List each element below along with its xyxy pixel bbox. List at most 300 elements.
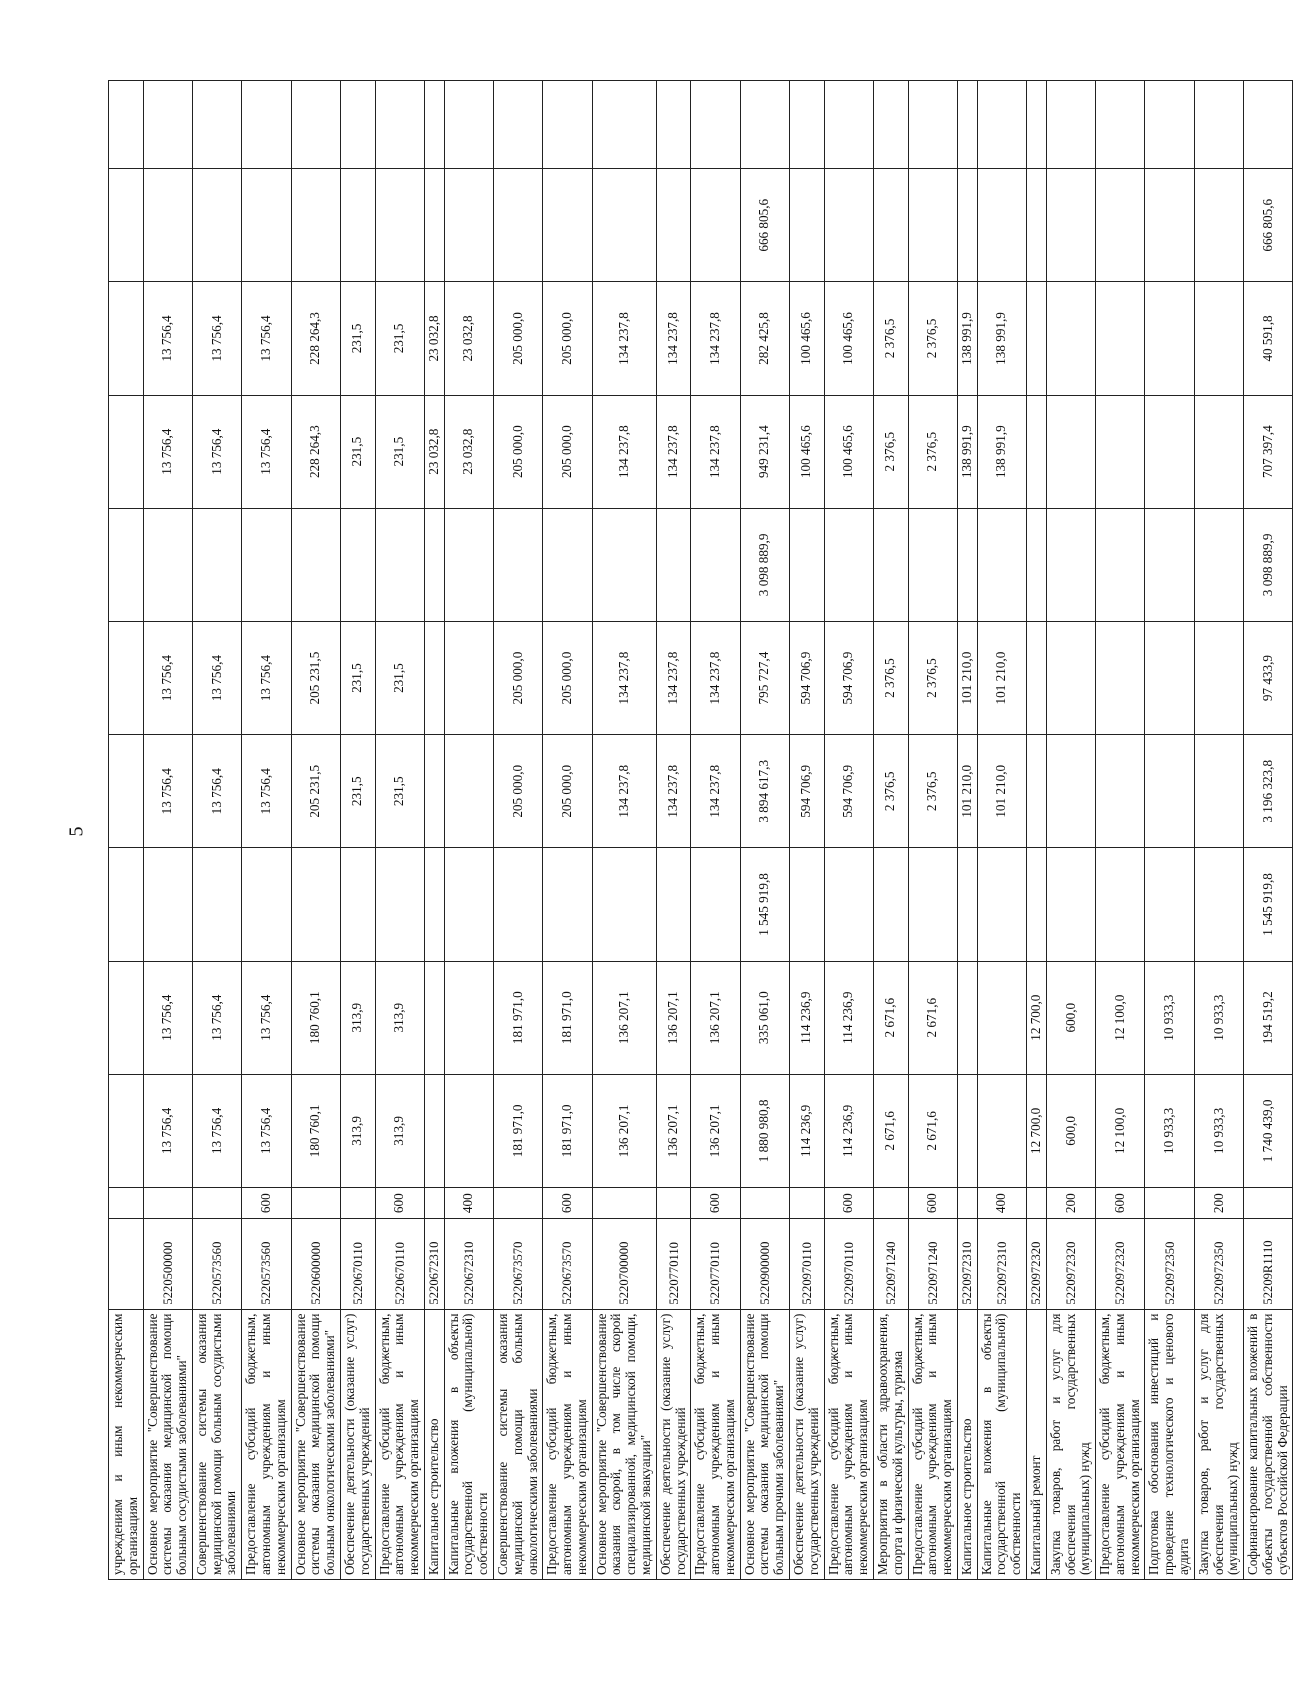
table-row [143, 81, 192, 1580]
row-amount-cell [424, 81, 444, 169]
row-amount-cell: 594 706,9 [824, 621, 873, 734]
row-code-cell: 5220971240 [873, 1219, 908, 1309]
row-vr-cell [192, 1187, 241, 1218]
row-amount-cell [691, 81, 740, 169]
row-amount-cell [340, 508, 375, 621]
row-amount-cell: 3 196 323,8 [1244, 735, 1293, 848]
row-amount-cell: 13 756,4 [192, 282, 241, 395]
row-amount-cell [340, 848, 375, 961]
row-code-cell: 5220972320 [1096, 1219, 1145, 1309]
row-amount-cell: 97 433,9 [1244, 621, 1293, 734]
row-amount-cell [424, 508, 444, 621]
row-name-cell: Подготовка обоснования инвестиций и проведение технологического и ценового аудита [1145, 1309, 1194, 1579]
table-row [109, 81, 144, 1580]
row-amount-cell [873, 81, 908, 169]
row-vr-cell: 600 [824, 1187, 873, 1218]
row-amount-cell: 13 756,4 [143, 735, 192, 848]
table-row [1046, 81, 1095, 1580]
table-row [873, 81, 908, 1580]
row-amount-cell [192, 169, 241, 282]
row-amount-cell [873, 848, 908, 961]
row-amount-cell [143, 81, 192, 169]
table-row [1244, 81, 1293, 1580]
row-amount-cell [957, 961, 977, 1074]
row-amount-cell: 313,9 [375, 961, 424, 1074]
row-amount-cell [375, 81, 424, 169]
row-amount-cell [790, 848, 825, 961]
row-amount-cell [109, 169, 144, 282]
table-row [957, 81, 977, 1580]
row-code-cell: 5220673570 [543, 1219, 592, 1309]
row-amount-cell: 136 207,1 [656, 961, 691, 1074]
row-amount-cell: 205 231,5 [291, 621, 340, 734]
row-code-cell: 5220672310 [444, 1219, 493, 1309]
row-amount-cell: 134 237,8 [656, 395, 691, 508]
row-amount-cell: 600,0 [1046, 961, 1095, 1074]
row-amount-cell: 2 376,5 [873, 621, 908, 734]
row-code-cell: 5220972320 [1046, 1219, 1095, 1309]
row-amount-cell [444, 1074, 493, 1187]
row-amount-cell [977, 1074, 1026, 1187]
row-amount-cell [375, 848, 424, 961]
row-amount-cell [444, 81, 493, 169]
row-amount-cell: 13 756,4 [242, 395, 291, 508]
row-amount-cell [1026, 81, 1046, 169]
row-amount-cell [957, 1074, 977, 1187]
row-amount-cell: 134 237,8 [691, 282, 740, 395]
row-amount-cell [1096, 81, 1145, 169]
row-amount-cell: 228 264,3 [291, 395, 340, 508]
row-amount-cell [977, 961, 1026, 1074]
row-name-cell: Предоставление субсидий бюджетным, автономным учреждениям и иным некоммерческим организациям [908, 1309, 957, 1579]
row-name-cell: Предоставление субсидий бюджетным, автономным учреждениям и иным некоммерческим организациям [1096, 1309, 1145, 1579]
row-amount-cell [691, 169, 740, 282]
row-amount-cell: 134 237,8 [691, 621, 740, 734]
row-amount-cell: 231,5 [340, 282, 375, 395]
row-amount-cell: 13 756,4 [143, 961, 192, 1074]
row-code-cell: 5220670110 [340, 1219, 375, 1309]
table-row [291, 81, 340, 1580]
row-code-cell: 5220573560 [192, 1219, 241, 1309]
row-amount-cell: 13 756,4 [192, 1074, 241, 1187]
row-amount-cell: 2 376,5 [873, 735, 908, 848]
row-amount-cell: 181 971,0 [493, 1074, 542, 1187]
row-name-cell: Предоставление субсидий бюджетным, автономным учреждениям и иным некоммерческим организациям [375, 1309, 424, 1579]
row-vr-cell [592, 1187, 656, 1218]
row-code-cell: 5220673570 [493, 1219, 542, 1309]
row-amount-cell: 13 756,4 [192, 735, 241, 848]
row-code-cell: 5220971240 [908, 1219, 957, 1309]
row-amount-cell [908, 848, 957, 961]
row-amount-cell: 2 671,6 [873, 1074, 908, 1187]
row-amount-cell [824, 508, 873, 621]
row-amount-cell [1244, 81, 1293, 169]
row-amount-cell: 114 236,9 [790, 1074, 825, 1187]
row-name-cell: Софинансирование капитальных вложений в объекты государственной собственности субъектов Российской Федерации [1244, 1309, 1293, 1579]
row-code-cell: 5220972350 [1194, 1219, 1243, 1309]
row-amount-cell: 180 760,1 [291, 1074, 340, 1187]
row-amount-cell [873, 169, 908, 282]
row-amount-cell [242, 508, 291, 621]
row-amount-cell [977, 848, 1026, 961]
row-amount-cell: 100 465,6 [790, 395, 825, 508]
row-amount-cell [109, 621, 144, 734]
row-amount-cell: 134 237,8 [656, 621, 691, 734]
row-vr-cell [424, 1187, 444, 1218]
row-amount-cell: 795 727,4 [740, 621, 789, 734]
row-amount-cell [1026, 508, 1046, 621]
row-amount-cell: 13 756,4 [242, 621, 291, 734]
row-amount-cell [192, 848, 241, 961]
row-amount-cell: 180 760,1 [291, 961, 340, 1074]
row-amount-cell: 136 207,1 [592, 1074, 656, 1187]
row-amount-cell [977, 81, 1026, 169]
row-amount-cell: 2 671,6 [873, 961, 908, 1074]
row-name-cell: Капитальное строительство [957, 1309, 977, 1579]
page-number: 5 [65, 826, 88, 837]
row-code-cell [109, 1219, 144, 1309]
row-amount-cell [1026, 395, 1046, 508]
row-amount-cell: 13 756,4 [143, 395, 192, 508]
row-amount-cell: 205 000,0 [493, 621, 542, 734]
table-body [109, 81, 1293, 1580]
row-amount-cell: 231,5 [375, 282, 424, 395]
row-amount-cell [109, 735, 144, 848]
row-amount-cell [543, 508, 592, 621]
row-amount-cell [143, 169, 192, 282]
row-amount-cell [1046, 508, 1095, 621]
row-name-cell: Основное мероприятие "Совершенствование системы оказания медицинской помощи больным онкологическими заболеваниями" [291, 1309, 340, 1579]
row-amount-cell: 205 000,0 [543, 735, 592, 848]
row-amount-cell: 101 210,0 [977, 735, 1026, 848]
row-code-cell: 5220972350 [1145, 1219, 1194, 1309]
row-vr-cell: 400 [444, 1187, 493, 1218]
row-amount-cell [424, 735, 444, 848]
row-amount-cell [908, 169, 957, 282]
row-amount-cell: 10 933,3 [1145, 1074, 1194, 1187]
row-amount-cell [493, 508, 542, 621]
row-amount-cell: 600,0 [1046, 1074, 1095, 1187]
row-vr-cell: 600 [908, 1187, 957, 1218]
row-amount-cell [592, 508, 656, 621]
row-amount-cell [1026, 621, 1046, 734]
row-amount-cell [1046, 169, 1095, 282]
row-amount-cell: 100 465,6 [790, 282, 825, 395]
row-amount-cell: 134 237,8 [592, 735, 656, 848]
row-amount-cell: 134 237,8 [691, 395, 740, 508]
row-vr-cell: 600 [1096, 1187, 1145, 1218]
row-code-cell: 5220573560 [242, 1219, 291, 1309]
row-amount-cell [543, 848, 592, 961]
row-amount-cell [375, 508, 424, 621]
row-amount-cell: 2 376,5 [908, 735, 957, 848]
row-amount-cell [691, 848, 740, 961]
row-amount-cell: 101 210,0 [977, 621, 1026, 734]
row-amount-cell: 3 894 617,3 [740, 735, 789, 848]
row-amount-cell: 231,5 [375, 735, 424, 848]
row-amount-cell [1194, 81, 1243, 169]
row-amount-cell [656, 848, 691, 961]
table-row [740, 81, 789, 1580]
row-amount-cell [109, 848, 144, 961]
row-amount-cell [977, 508, 1026, 621]
row-amount-cell: 13 756,4 [242, 735, 291, 848]
row-amount-cell: 282 425,8 [740, 282, 789, 395]
row-amount-cell: 138 991,9 [977, 395, 1026, 508]
row-amount-cell: 3 098 889,9 [1244, 508, 1293, 621]
row-amount-cell: 2 376,5 [908, 621, 957, 734]
row-amount-cell [192, 508, 241, 621]
row-amount-cell [1046, 395, 1095, 508]
row-amount-cell: 1 740 439,0 [1244, 1074, 1293, 1187]
row-amount-cell: 231,5 [375, 621, 424, 734]
row-amount-cell [1046, 848, 1095, 961]
row-amount-cell [143, 508, 192, 621]
row-amount-cell: 1 880 980,8 [740, 1074, 789, 1187]
row-amount-cell [291, 169, 340, 282]
row-code-cell: 5220770110 [656, 1219, 691, 1309]
row-name-cell: Основное мероприятие "Совершенствование системы оказания медицинской помощи больным сосудистыми заболеваниями" [143, 1309, 192, 1579]
row-amount-cell: 181 971,0 [543, 961, 592, 1074]
row-code-cell: 5220900000 [740, 1219, 789, 1309]
row-amount-cell [957, 508, 977, 621]
row-amount-cell [291, 848, 340, 961]
row-amount-cell [1046, 282, 1095, 395]
row-code-cell: 5220770110 [691, 1219, 740, 1309]
table-row [592, 81, 656, 1580]
row-amount-cell [1096, 735, 1145, 848]
row-amount-cell: 100 465,6 [824, 282, 873, 395]
row-name-cell: Капитальное строительство [424, 1309, 444, 1579]
row-code-cell: 5220600000 [291, 1219, 340, 1309]
budget-table [108, 80, 1293, 1580]
row-amount-cell: 205 000,0 [493, 282, 542, 395]
row-amount-cell [977, 169, 1026, 282]
row-vr-cell [873, 1187, 908, 1218]
row-amount-cell: 2 671,6 [908, 961, 957, 1074]
row-amount-cell: 13 756,4 [192, 961, 241, 1074]
row-amount-cell [444, 508, 493, 621]
row-amount-cell: 194 519,2 [1244, 961, 1293, 1074]
table-row [424, 81, 444, 1580]
budget-table-sheet [108, 80, 1290, 1580]
row-amount-cell [1026, 735, 1046, 848]
row-amount-cell [444, 735, 493, 848]
row-vr-cell [291, 1187, 340, 1218]
row-amount-cell: 114 236,9 [824, 1074, 873, 1187]
row-amount-cell: 13 756,4 [192, 621, 241, 734]
row-amount-cell: 1 545 919,8 [1244, 848, 1293, 961]
row-amount-cell: 594 706,9 [790, 621, 825, 734]
row-amount-cell [824, 81, 873, 169]
row-amount-cell: 2 376,5 [873, 282, 908, 395]
table-row [824, 81, 873, 1580]
row-amount-cell [873, 508, 908, 621]
row-amount-cell [1194, 169, 1243, 282]
row-amount-cell: 2 671,6 [908, 1074, 957, 1187]
row-vr-cell: 600 [543, 1187, 592, 1218]
row-amount-cell [1096, 848, 1145, 961]
row-code-cell: 5220972310 [957, 1219, 977, 1309]
row-vr-cell [790, 1187, 825, 1218]
row-amount-cell: 313,9 [340, 1074, 375, 1187]
row-amount-cell [908, 508, 957, 621]
row-vr-cell: 600 [242, 1187, 291, 1218]
table-row [1145, 81, 1194, 1580]
row-amount-cell: 594 706,9 [824, 735, 873, 848]
row-amount-cell [340, 81, 375, 169]
row-amount-cell [1145, 508, 1194, 621]
row-name-cell: Обеспечение деятельности (оказание услуг) государственных учреждений [790, 1309, 825, 1579]
row-amount-cell [424, 169, 444, 282]
row-amount-cell [1046, 81, 1095, 169]
table-row [656, 81, 691, 1580]
row-amount-cell [790, 81, 825, 169]
row-vr-cell [1145, 1187, 1194, 1218]
row-amount-cell [375, 169, 424, 282]
row-code-cell: 5220972320 [1026, 1219, 1046, 1309]
row-amount-cell [444, 848, 493, 961]
row-amount-cell [543, 169, 592, 282]
row-code-cell: 5220672310 [424, 1219, 444, 1309]
row-amount-cell [957, 169, 977, 282]
row-amount-cell [424, 1074, 444, 1187]
row-name-cell: Предоставление субсидий бюджетным, автономным учреждениям и иным некоммерческим организациям [824, 1309, 873, 1579]
row-amount-cell: 10 933,3 [1194, 1074, 1243, 1187]
row-amount-cell [1145, 621, 1194, 734]
row-amount-cell [790, 508, 825, 621]
row-amount-cell [1194, 848, 1243, 961]
row-amount-cell: 13 756,4 [242, 961, 291, 1074]
row-name-cell: учреждениям и иным некоммерческим организациям [109, 1309, 144, 1579]
row-vr-cell: 600 [375, 1187, 424, 1218]
row-amount-cell [1194, 735, 1243, 848]
row-amount-cell: 949 231,4 [740, 395, 789, 508]
row-amount-cell: 2 376,5 [908, 282, 957, 395]
row-amount-cell: 100 465,6 [824, 395, 873, 508]
row-amount-cell: 13 756,4 [143, 621, 192, 734]
row-amount-cell [109, 508, 144, 621]
row-amount-cell: 231,5 [340, 735, 375, 848]
row-amount-cell [592, 848, 656, 961]
row-amount-cell [340, 169, 375, 282]
row-amount-cell: 313,9 [340, 961, 375, 1074]
row-amount-cell: 181 971,0 [543, 1074, 592, 1187]
row-amount-cell [656, 81, 691, 169]
row-amount-cell [957, 848, 977, 961]
row-amount-cell [242, 169, 291, 282]
row-amount-cell: 228 264,3 [291, 282, 340, 395]
row-amount-cell [493, 81, 542, 169]
row-amount-cell: 23 032,8 [444, 395, 493, 508]
row-name-cell: Совершенствование системы оказания медицинской помощи больным онкологическими заболеваниями [493, 1309, 542, 1579]
row-amount-cell: 1 545 919,8 [740, 848, 789, 961]
row-amount-cell: 2 376,5 [908, 395, 957, 508]
row-amount-cell [1194, 621, 1243, 734]
table-row [1026, 81, 1046, 1580]
row-amount-cell: 134 237,8 [592, 621, 656, 734]
row-amount-cell [1145, 169, 1194, 282]
row-amount-cell [592, 81, 656, 169]
row-amount-cell [1026, 169, 1046, 282]
row-amount-cell [1096, 282, 1145, 395]
row-amount-cell [291, 81, 340, 169]
row-name-cell: Капитальный ремонт [1026, 1309, 1046, 1579]
row-amount-cell: 134 237,8 [691, 735, 740, 848]
row-amount-cell [109, 961, 144, 1074]
table-row [543, 81, 592, 1580]
row-amount-cell [1026, 848, 1046, 961]
row-amount-cell [691, 508, 740, 621]
row-amount-cell [1046, 621, 1095, 734]
row-amount-cell: 205 000,0 [543, 282, 592, 395]
row-amount-cell [444, 169, 493, 282]
table-row [790, 81, 825, 1580]
row-amount-cell [1026, 282, 1046, 395]
row-amount-cell: 23 032,8 [424, 282, 444, 395]
row-amount-cell [908, 81, 957, 169]
row-amount-cell [444, 621, 493, 734]
row-name-cell: Закупка товаров, работ и услуг для обеспечения государственных (муниципальных) нужд [1194, 1309, 1243, 1579]
row-vr-cell [957, 1187, 977, 1218]
table-row [242, 81, 291, 1580]
table-row [444, 81, 493, 1580]
table-row [340, 81, 375, 1580]
row-amount-cell: 136 207,1 [691, 1074, 740, 1187]
row-name-cell: Капитальные вложения в объекты государственной (муниципальной) собственности [977, 1309, 1026, 1579]
row-amount-cell [109, 81, 144, 169]
row-amount-cell: 205 000,0 [543, 621, 592, 734]
row-vr-cell: 600 [691, 1187, 740, 1218]
row-vr-cell: 200 [1046, 1187, 1095, 1218]
row-name-cell: Обеспечение деятельности (оказание услуг) государственных учреждений [340, 1309, 375, 1579]
table-row [192, 81, 241, 1580]
row-amount-cell: 666 805,6 [1244, 169, 1293, 282]
row-amount-cell [790, 169, 825, 282]
row-amount-cell [143, 848, 192, 961]
row-amount-cell: 134 237,8 [592, 395, 656, 508]
row-amount-cell: 3 098 889,9 [740, 508, 789, 621]
row-vr-cell [740, 1187, 789, 1218]
row-amount-cell: 40 591,8 [1244, 282, 1293, 395]
row-name-cell: Обеспечение деятельности (оказание услуг) государственных учреждений [656, 1309, 691, 1579]
row-amount-cell [1145, 848, 1194, 961]
row-amount-cell: 205 231,5 [291, 735, 340, 848]
row-amount-cell: 2 376,5 [873, 395, 908, 508]
row-amount-cell: 134 237,8 [656, 735, 691, 848]
row-amount-cell: 10 933,3 [1145, 961, 1194, 1074]
row-amount-cell: 12 700,0 [1026, 961, 1046, 1074]
row-amount-cell [543, 81, 592, 169]
row-amount-cell [1096, 169, 1145, 282]
row-name-cell: Капитальные вложения в объекты государственной (муниципальной) собственности [444, 1309, 493, 1579]
row-amount-cell [1096, 621, 1145, 734]
row-amount-cell [493, 169, 542, 282]
row-amount-cell [1194, 508, 1243, 621]
row-vr-cell [1244, 1187, 1293, 1218]
row-amount-cell: 13 756,4 [242, 282, 291, 395]
row-amount-cell [242, 81, 291, 169]
table-row [1096, 81, 1145, 1580]
row-amount-cell: 138 991,9 [977, 282, 1026, 395]
row-amount-cell [1145, 81, 1194, 169]
table-row [493, 81, 542, 1580]
row-name-cell: Основное мероприятие "Совершенствование оказания скорой, в том числе скорой специализированной, медицинской помощи, медицинской эвакуации" [592, 1309, 656, 1579]
row-vr-cell: 200 [1194, 1187, 1243, 1218]
row-amount-cell: 13 756,4 [192, 395, 241, 508]
row-amount-cell: 666 805,6 [740, 169, 789, 282]
table-row [1194, 81, 1243, 1580]
